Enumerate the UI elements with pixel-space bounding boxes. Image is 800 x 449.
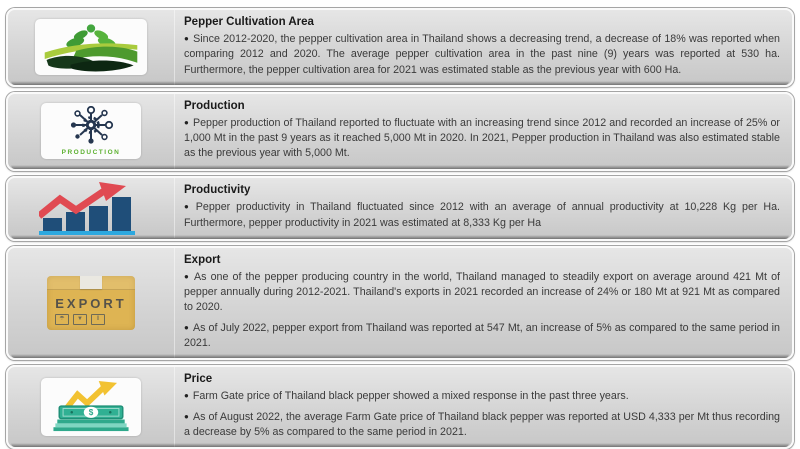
bullet-item <box>184 270 780 316</box>
export-shipping-marks <box>55 314 105 325</box>
bullet-icon: ● <box>184 391 189 401</box>
bullet-text: Pepper productivity in Thailand fluctuated since 2012 with an average of annual productivity at 10,228 Kg per Ha. Furthermore, pepper productivity in 2021 was estimated at 8,333 Kg per Ha <box>184 201 780 229</box>
field-crops-icon <box>35 19 147 75</box>
card-production <box>6 92 794 171</box>
card-title: Pepper Cultivation Area <box>184 16 314 28</box>
card-price <box>6 365 794 449</box>
bullet-item <box>184 32 780 78</box>
card-content <box>174 178 792 238</box>
bullet-icon: ● <box>184 202 192 212</box>
dollar-sign-icon: $ <box>88 408 94 418</box>
card-content <box>174 248 792 358</box>
card-title: Export <box>184 253 221 266</box>
bullet-text: As of August 2022, the average Farm Gate price of Thailand black pepper was reported at USD 4,333 per Mt thus recording a decrease by 5% as compared to the same period in 2021. <box>184 410 780 438</box>
card-title: Price <box>184 373 213 386</box>
bullet-item <box>184 321 780 352</box>
field-crops-icon-graphic <box>41 22 141 72</box>
bullet-icon: ● <box>184 271 190 281</box>
card-icon-column <box>8 103 174 159</box>
bullet-item <box>184 389 780 404</box>
bullet-icon: ● <box>184 34 190 43</box>
bullet-text: Pepper production of Thailand reported to fluctuate with an increasing trend since 2012 and recorded an increase of 25% or 1,000 Mt in the past 9 years as it reached 5,000 Mt in 2020. In 2021, Pepper production in Thailand was also estimated stable as the previous year with 5,000 Mt. <box>184 116 780 160</box>
bullet-text: As of July 2022, pepper export from Thailand was reported at 547 Mt, an increase of 5% as compared to the same period in 2021. <box>184 321 780 349</box>
card-pepper-cultivation-area <box>6 8 794 87</box>
bullet-icon: ● <box>184 411 189 421</box>
bullet-text: As one of the pepper producing country in the world, Thailand managed to steadily export on average around 421 Mt of pepper annually during 2012-2021. Thailand's exports in 2021 recorded an increase of 24% or 180 Mt at 921 Mt as compared to 2020. <box>184 270 780 314</box>
export-box-tape <box>80 276 102 289</box>
bullet-item <box>184 200 780 231</box>
bullet-text: Since 2012-2020, the pepper cultivation area in Thailand shows a decreasing trend, a decrease of 18% was reported when comparing 2012 and 2020. The average pepper cultivation area in the past nine (9) years was reported at 530 ha. Furthermore, the pepper cultivation area for 2021 was estimated stable as the previous year with 600 Ha. <box>184 33 780 76</box>
bullet-icon: ● <box>184 117 189 127</box>
card-title: Production <box>184 99 245 112</box>
export-box-label: EXPORT <box>55 296 127 312</box>
bullet-text: Farm Gate price of Thailand black pepper showed a mixed response in the past three years. <box>192 390 629 403</box>
card-content <box>174 10 792 85</box>
card-title: Productivity <box>184 184 251 197</box>
production-network-icon <box>41 103 141 159</box>
card-icon-column <box>8 19 174 75</box>
bullet-icon: ● <box>184 322 189 332</box>
bullet-item <box>184 410 780 441</box>
card-export <box>6 246 794 360</box>
card-content <box>174 94 792 169</box>
card-icon-column <box>8 276 174 330</box>
card-icon-column <box>8 182 174 235</box>
bar-chart-growth-icon <box>39 182 143 235</box>
production-network-icon-graphic <box>47 106 135 148</box>
umbrella-mark-icon: ☂ <box>55 314 69 325</box>
card-content <box>174 367 792 447</box>
money-growth-icon-graphic <box>47 381 135 433</box>
fragile-mark-icon: ‖ <box>91 314 105 325</box>
card-productivity <box>6 176 794 241</box>
arrow-down-mark-icon: ▼ <box>73 314 87 325</box>
export-box-icon <box>47 276 135 330</box>
bullet-item <box>184 116 780 162</box>
production-icon-caption: PRODUCTION <box>61 149 121 157</box>
